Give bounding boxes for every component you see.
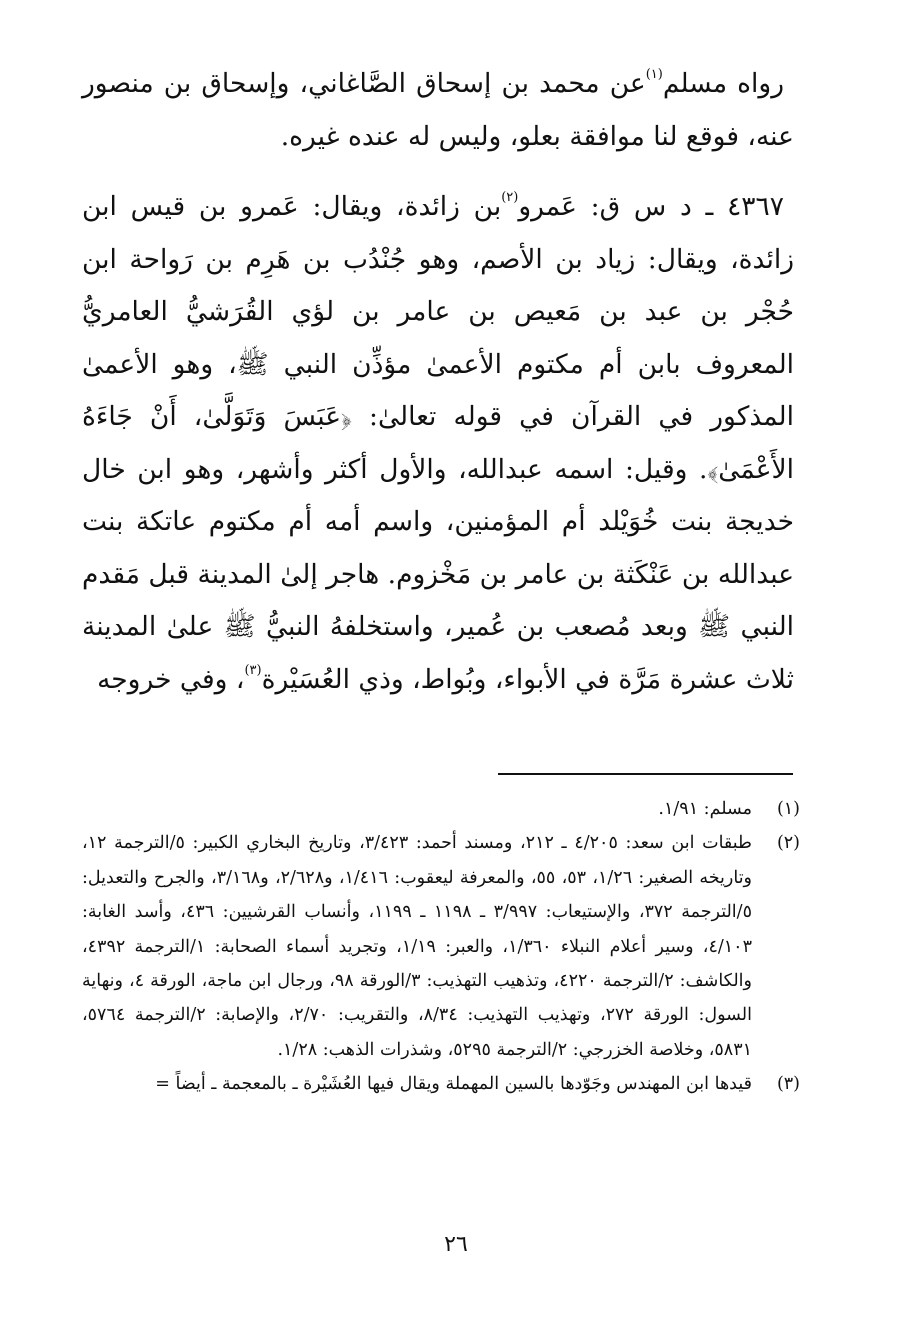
text-run: رواه مسلم	[662, 68, 784, 99]
footnote-text: مسلم: ١/٩١.	[658, 799, 752, 819]
footnote-2	[82, 826, 800, 1067]
footnote-ref-3: (٣)	[244, 662, 262, 678]
footnote-3	[82, 1067, 800, 1101]
text-run: عن محمد بن إسحاق الصَّاغاني، وإسحاق بن منصور عنه، فوقع لنا موافقة بعلو، وليس له عنده غيره.	[82, 68, 794, 152]
footnote-separator	[498, 773, 793, 775]
text-run: ، وفي خروجه	[97, 663, 245, 695]
footnote-ref-1: (١)	[645, 67, 663, 83]
footnote-1	[82, 792, 800, 826]
paragraph-2-entry-4367	[82, 181, 794, 706]
footnote-number: (٢)	[776, 833, 800, 854]
main-text	[82, 58, 794, 706]
text-run: ٤٣٦٧ ـ د س ق: عَمرو	[518, 191, 784, 222]
page-number: ٢٦	[444, 1232, 468, 1257]
paragraph-1	[82, 58, 794, 163]
footnotes	[82, 792, 800, 1102]
footnote-ref-2: (٢)	[501, 190, 519, 206]
footnote-number: (١)	[776, 799, 800, 819]
footnote-text: قيدها ابن المهندس وجَوّدها بالسين المهملة ويقال فيها العُشَيْرة ـ بالمعجمة ـ أيضاً =	[155, 1074, 752, 1095]
text-run: بن زائدة، ويقال: عَمرو بن قيس ابن زائدة، ويقال: زياد بن الأصم، وهو جُنْدُب بن هَرِم بن رَواحة ابن حُجْر بن عبد بن مَعيص بن عامر بن لؤي القُرَشيُّ العامريُّ المعروف بابن أم مكتوم الأعمىٰ مؤذِّن النبي ﷺ، وهو الأعمىٰ المذكور في القرآن في قوله تعالىٰ: ﴿عَبَسَ وَتَوَلَّىٰ، أَنْ جَاءَهُ الأَعْمَىٰ﴾. وقيل: اسمه عبدالله، والأول أكثر وأشهر، وهو ابن خال خديجة بنت خُوَيْلد أم المؤمنين، واسم أمه أم مكتوم عاتكة بنت عبدالله بن عَنْكَثة بن عامر بن مَخْزوم. هاجر إلىٰ المدينة قبل مَقدم النبي ﷺ وبعد مُصعب بن عُمير، واستخلفهُ النبيُّ ﷺ علىٰ المدينة ثلاث عشرة مَرَّة في الأبواء، وبُواط، وذي العُسَيْرة	[82, 191, 794, 695]
footnote-number: (٣)	[776, 1074, 800, 1095]
footnote-text: طبقات ابن سعد: ٤/٢٠٥ ـ ٢١٢، ومسند أحمد: ٣/٤٢٣، وتاريخ البخاري الكبير: ٥/الترجمة ١٢، وتاريخه الصغير: ١/٢٦، ٥٣، ٥٥، والمعرفة ليعقوب: ١/٤١٦، و٢/٦٢٨، و٣/١٦٨، والجرح والتعديل: ٥/الترجمة ٣٧٢، والإستيعاب: ٣/٩٩٧ ـ ١١٩٨ ـ ١١٩٩، وأنساب القرشيين: ٤٣٦، وأسد الغابة: ٤/١٠٣، وسير أعلام النبلاء ١/٣٦٠، والعبر: ١/١٩، وتجريد أسماء الصحابة: ١/الترجمة ٤٣٩٢، والكاشف: ٢/الترجمة ٤٢٢٠، وتذهيب التهذيب: ٣/الورقة ٩٨، ورجال ابن ماجة، الورقة ٤، ونهاية السول: الورقة ٢٧٢، وتهذيب التهذيب: ٨/٣٤، والتقريب: ٢/٧٠، والإصابة: ٢/الترجمة ٥٧٦٤، ٥٨٣١، وخلاصة الخزرجي: ٢/الترجمة ٥٢٩٥، وشذرات الذهب: ١/٢٨.	[82, 833, 753, 1060]
